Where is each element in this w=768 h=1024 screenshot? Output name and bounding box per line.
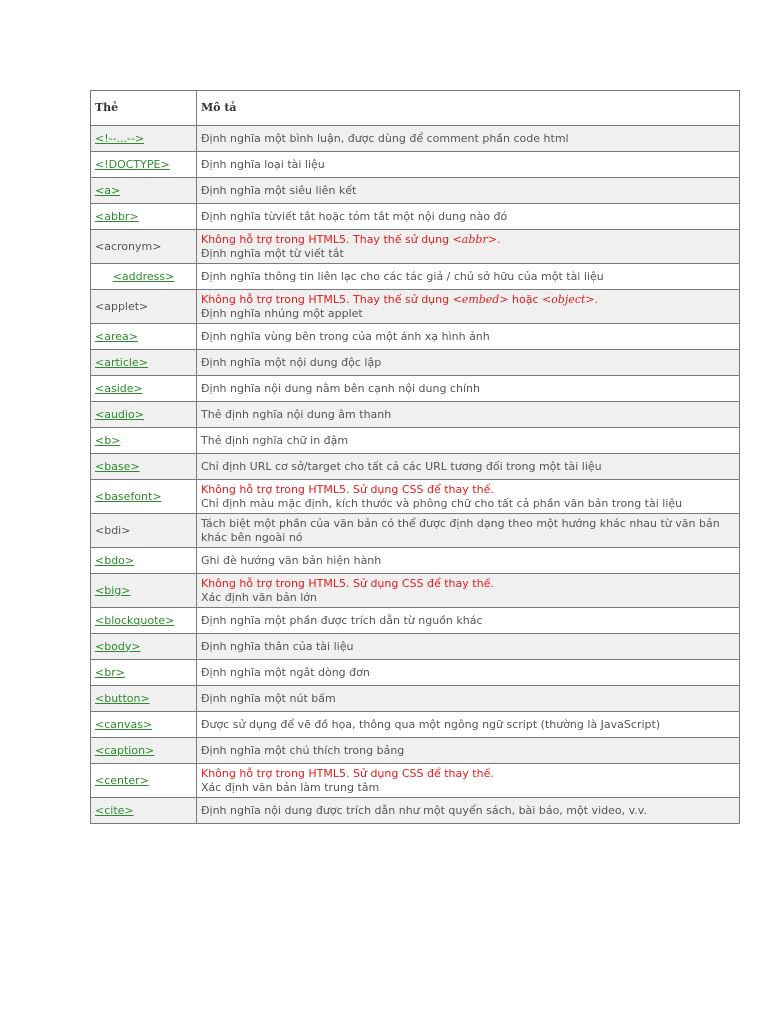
tag-cell	[91, 712, 197, 738]
tag-cell	[91, 290, 197, 324]
description-cell: Định nghĩa loại tài liệu	[197, 152, 740, 178]
table-row	[91, 738, 740, 764]
table-header-row	[91, 91, 740, 126]
tag-link[interactable]: <abbr>	[95, 209, 139, 223]
description-cell	[197, 290, 740, 324]
tag-cell	[91, 634, 197, 660]
table-row	[91, 428, 740, 454]
tag-cell	[91, 230, 197, 264]
table-row	[91, 204, 740, 230]
table-row	[91, 230, 740, 264]
header-description: Mô tả	[197, 91, 740, 126]
header-tag: Thẻ	[91, 91, 197, 126]
tag-cell	[91, 798, 197, 824]
tag-link[interactable]: <canvas>	[95, 717, 153, 731]
tag-link[interactable]: <body>	[95, 639, 141, 653]
table-row	[91, 574, 740, 608]
tag-cell	[91, 152, 197, 178]
description-cell: Định nghĩa một siêu liên kết	[197, 178, 740, 204]
tag-cell	[91, 178, 197, 204]
description-text: Xác định văn bản lớn	[201, 590, 317, 604]
tag-link[interactable]: <big>	[95, 583, 131, 597]
table-row	[91, 324, 740, 350]
tag-cell	[91, 350, 197, 376]
description-cell: Định nghĩa từviết tắt hoặc tóm tắt một nội dung nào đó	[197, 204, 740, 230]
tag-cell	[91, 660, 197, 686]
description-cell: Định nghĩa nội dung nằm bên cạnh nội dung chính	[197, 376, 740, 402]
tag-cell	[91, 574, 197, 608]
table-row	[91, 660, 740, 686]
tag-link[interactable]: <aside>	[95, 381, 143, 395]
deprecation-note: Không hỗ trợ trong HTML5. Thay thế sử dụng <abbr>.	[201, 232, 501, 246]
description-cell: Được sử dụng để vẽ đồ họa, thông qua một ngông ngữ script (thường là JavaScript)	[197, 712, 740, 738]
table-row	[91, 514, 740, 548]
description-cell: Thẻ định nghĩa nội dung âm thanh	[197, 402, 740, 428]
tag-link[interactable]: <caption>	[95, 743, 155, 757]
description-cell: Ghi đè hướng văn bản hiện hành	[197, 548, 740, 574]
table-row	[91, 178, 740, 204]
document-page	[90, 90, 739, 824]
description-cell: Định nghĩa một ngắt dòng đơn	[197, 660, 740, 686]
tag-link[interactable]: <audio>	[95, 407, 144, 421]
table-row	[91, 152, 740, 178]
description-cell: Định nghĩa vùng bên trong của một ánh xạ hình ảnh	[197, 324, 740, 350]
tag-link[interactable]: <b>	[95, 433, 121, 447]
table-row	[91, 686, 740, 712]
deprecation-note: Không hỗ trợ trong HTML5. Thay thế sử dụng <embed> hoặc <object>.	[201, 292, 599, 306]
tag-cell	[91, 402, 197, 428]
table-row	[91, 126, 740, 152]
tag-name: <acronym>	[95, 239, 162, 253]
table-row	[91, 264, 740, 290]
tag-name: <applet>	[95, 299, 149, 313]
table-row	[91, 290, 740, 324]
table-row	[91, 712, 740, 738]
tag-link[interactable]: <article>	[95, 355, 148, 369]
tag-cell	[91, 686, 197, 712]
table-row	[91, 454, 740, 480]
description-cell: Tách biệt một phần của văn bản có thể được định dạng theo một hướng khác nhau từ văn bản khác bên ngoài nó	[197, 514, 740, 548]
tag-name: <bdi>	[95, 523, 131, 537]
tag-link[interactable]: <button>	[95, 691, 150, 705]
html-tags-table	[90, 90, 740, 824]
table-row	[91, 480, 740, 514]
tag-link[interactable]: <center>	[95, 773, 149, 787]
tag-cell	[91, 548, 197, 574]
tag-cell	[91, 608, 197, 634]
description-cell	[197, 230, 740, 264]
description-cell: Định nghĩa nội dung được trích dẫn như một quyển sách, bài báo, một video, v.v.	[197, 798, 740, 824]
tag-cell	[91, 324, 197, 350]
table-row	[91, 402, 740, 428]
deprecation-note: Không hỗ trợ trong HTML5. Sử dụng CSS để thay thế.	[201, 576, 494, 590]
description-cell: Định nghĩa một phần được trích dẫn từ nguồn khác	[197, 608, 740, 634]
tag-cell	[91, 454, 197, 480]
description-text: Xác định văn bản làm trung tâm	[201, 780, 380, 794]
tag-link[interactable]: <bdo>	[95, 553, 135, 567]
tag-link[interactable]: <base>	[95, 459, 140, 473]
table-row	[91, 376, 740, 402]
description-cell: Thẻ định nghĩa chữ in đậm	[197, 428, 740, 454]
description-text: Định nghĩa một từ viết tắt	[201, 246, 344, 260]
tag-link[interactable]: <a>	[95, 183, 121, 197]
tag-cell	[91, 480, 197, 514]
description-cell: Định nghĩa thân của tài liệu	[197, 634, 740, 660]
description-cell: Định nghĩa một bình luận, được dùng để comment phần code html	[197, 126, 740, 152]
tag-cell	[91, 376, 197, 402]
tag-cell	[91, 126, 197, 152]
tag-link[interactable]: <br>	[95, 665, 125, 679]
tag-link[interactable]: <basefont>	[95, 489, 162, 503]
description-text: Chỉ định màu mặc định, kích thước và phông chữ cho tất cả phần văn bản trong tài liệu	[201, 496, 683, 510]
tag-link[interactable]: <address>	[112, 269, 175, 283]
tag-link[interactable]: <!DOCTYPE>	[95, 157, 170, 171]
description-cell: Định nghĩa một nút bấm	[197, 686, 740, 712]
table-row	[91, 634, 740, 660]
description-cell	[197, 764, 740, 798]
tag-cell	[91, 764, 197, 798]
tag-link[interactable]: <area>	[95, 329, 138, 343]
table-body	[91, 91, 740, 824]
description-cell: Chỉ định URL cơ sở/target cho tất cả các URL tương đối trong một tài liệu	[197, 454, 740, 480]
tag-link[interactable]: <cite>	[95, 803, 134, 817]
description-cell: Định nghĩa một nội dung độc lập	[197, 350, 740, 376]
table-row	[91, 350, 740, 376]
description-cell	[197, 574, 740, 608]
deprecation-note: Không hỗ trợ trong HTML5. Sử dụng CSS để thay thế.	[201, 482, 494, 496]
tag-cell	[91, 738, 197, 764]
tag-link[interactable]: <blockquote>	[95, 613, 175, 627]
table-row	[91, 608, 740, 634]
tag-cell	[91, 204, 197, 230]
table-row	[91, 764, 740, 798]
table-row	[91, 548, 740, 574]
tag-cell	[91, 514, 197, 548]
tag-cell	[91, 428, 197, 454]
description-text: Định nghĩa nhúng một applet	[201, 306, 363, 320]
table-row	[91, 798, 740, 824]
deprecation-note: Không hỗ trợ trong HTML5. Sử dụng CSS để thay thế.	[201, 766, 494, 780]
description-cell: Định nghĩa thông tin liên lạc cho các tác giả / chủ sở hữu của một tài liệu	[197, 264, 740, 290]
description-cell	[197, 480, 740, 514]
description-cell: Định nghĩa một chú thích trong bảng	[197, 738, 740, 764]
tag-link[interactable]: <!--...-->	[95, 131, 145, 145]
tag-cell	[91, 264, 197, 290]
